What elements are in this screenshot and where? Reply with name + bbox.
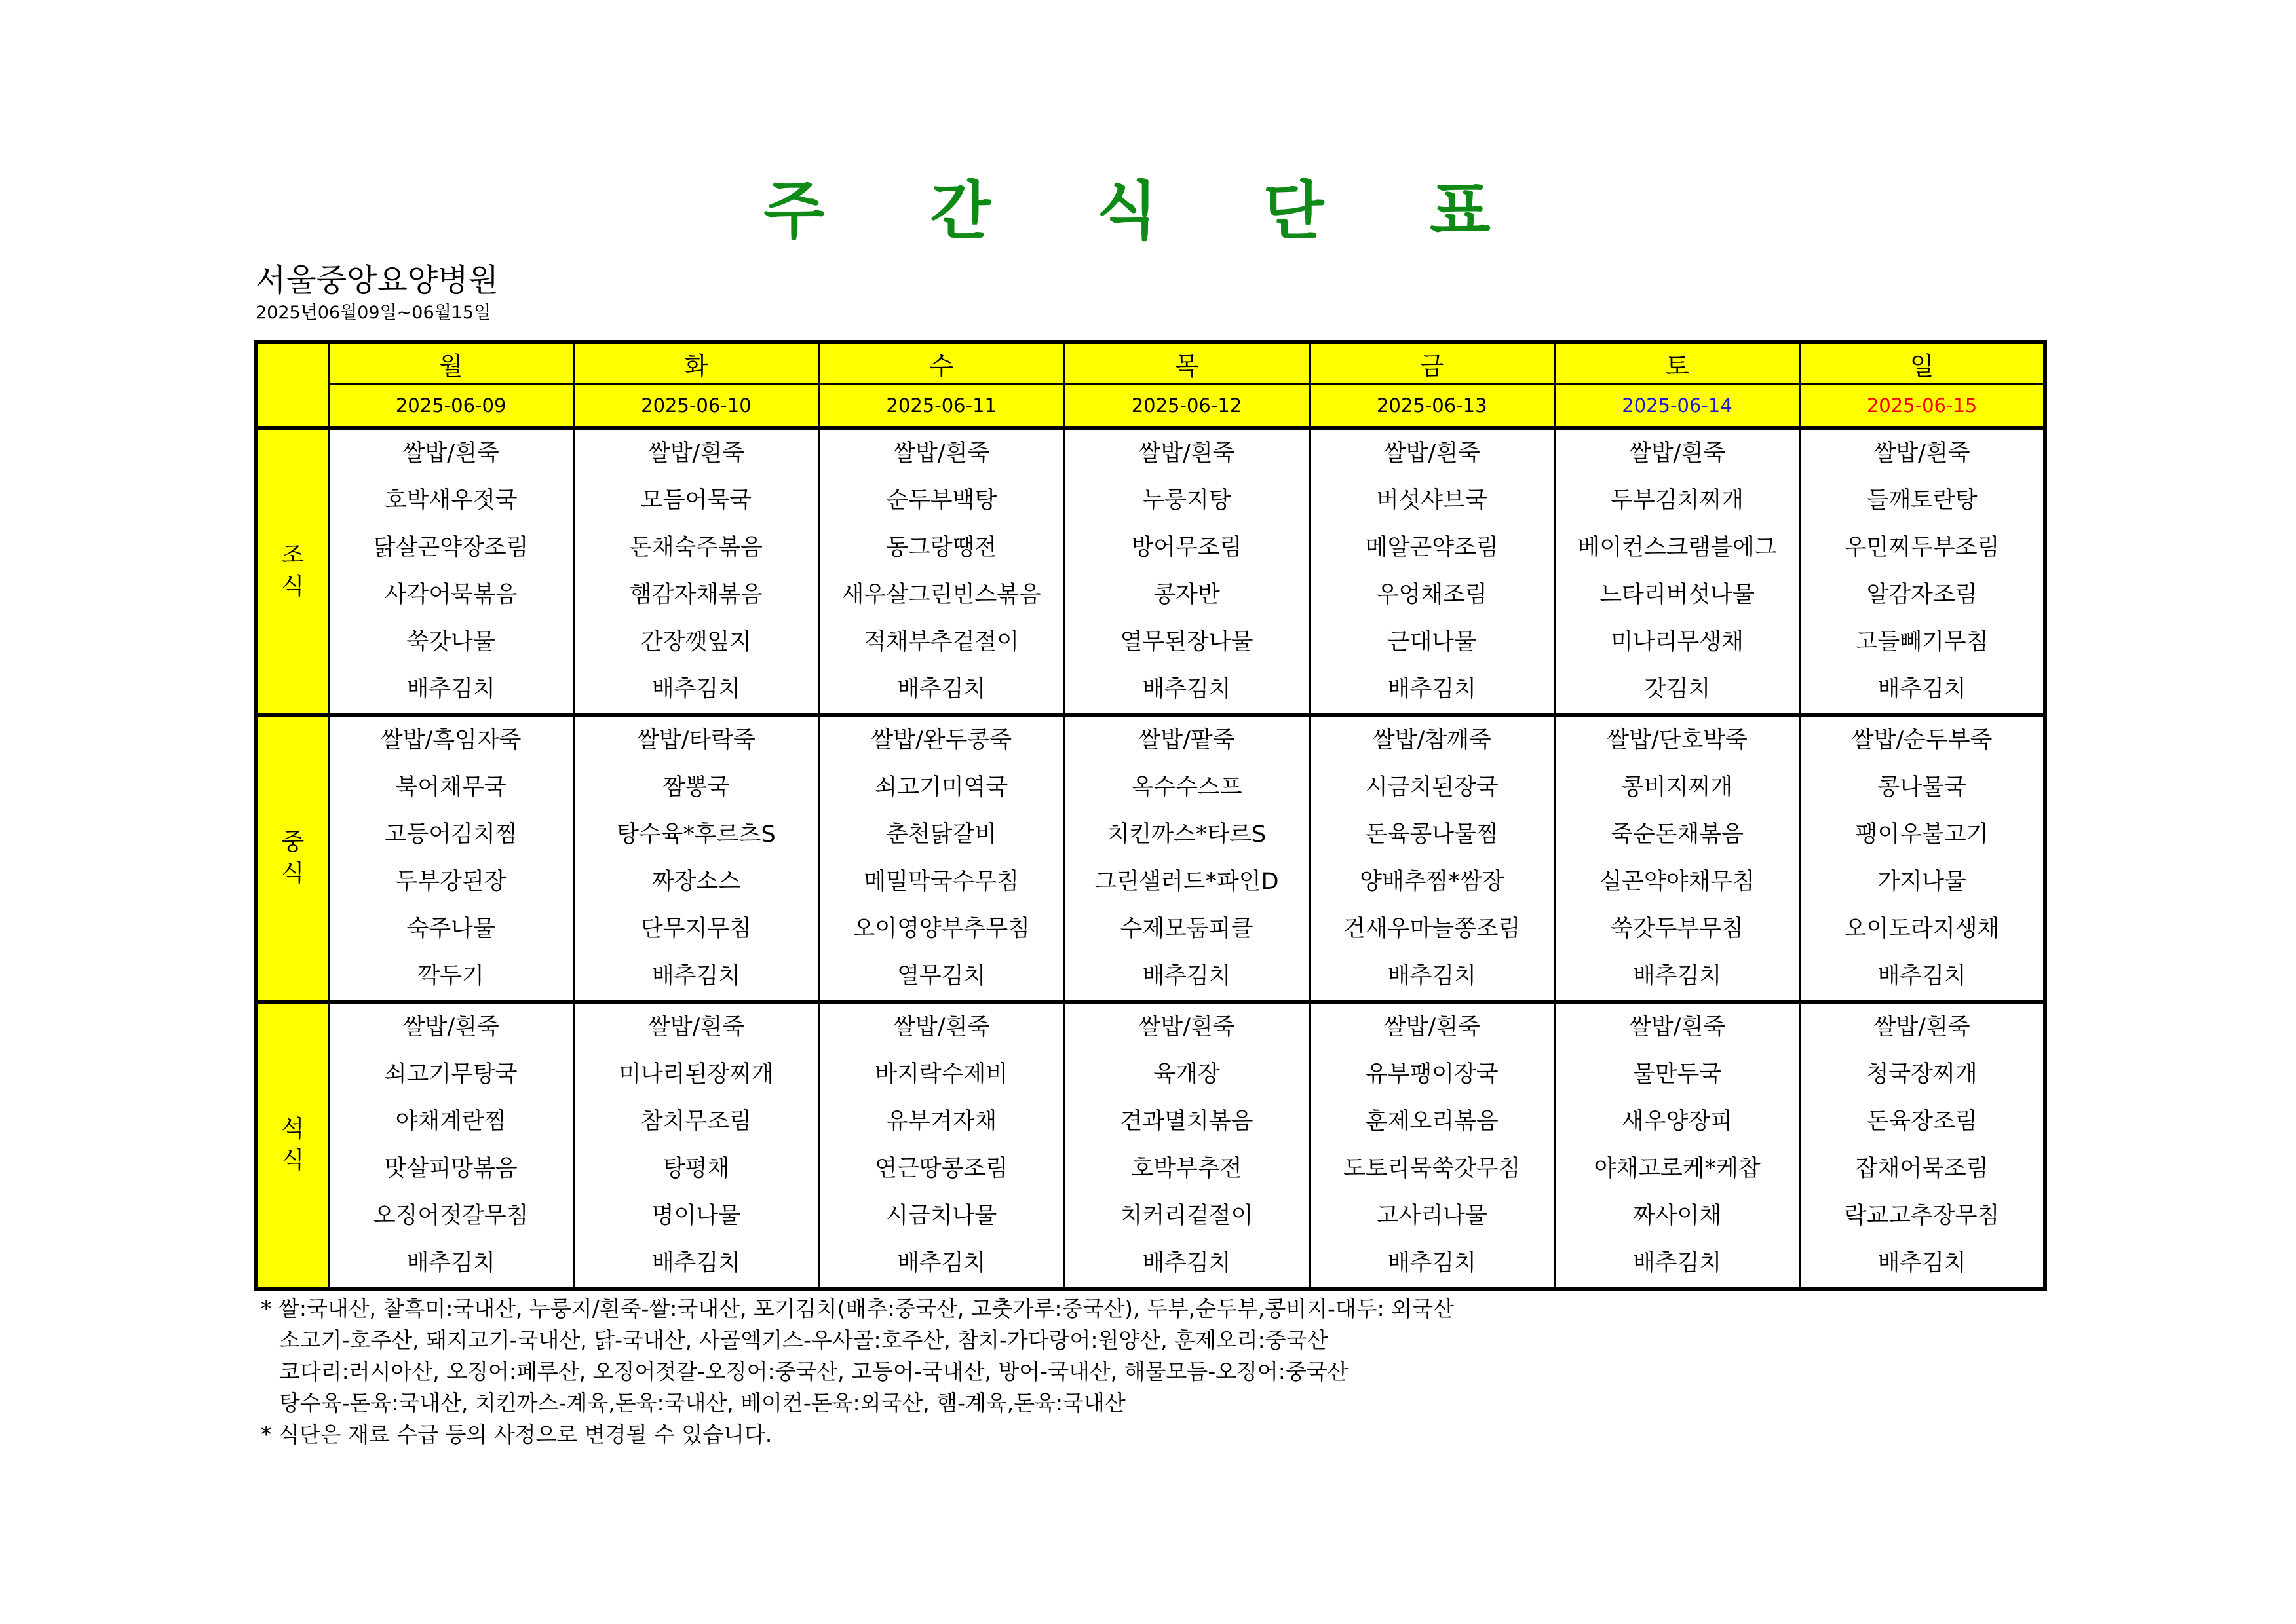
menu-item: 배추김치 (651, 1250, 741, 1276)
menu-item: 고사리나물 (1376, 1203, 1487, 1229)
menu-item: 맛살피망볶음 (384, 1156, 518, 1182)
menu-item: 쌀밥/흰죽 (402, 1014, 499, 1040)
menu-item: 방어무조림 (1131, 535, 1242, 561)
weekly-menu-table (254, 340, 2047, 1291)
menu-cell (819, 715, 1064, 1002)
menu-item: 탕수육*후르츠S (617, 821, 776, 848)
menu-item: 옥수수스프 (1131, 774, 1242, 801)
menu-item: 바지락수제비 (875, 1061, 1008, 1087)
menu-item: 우민찌두부조림 (1844, 535, 2000, 561)
menu-item: 배추김치 (1877, 963, 1966, 989)
menu-cell (573, 715, 818, 1002)
menu-item: 쌀밥/흑임자죽 (380, 727, 522, 753)
menu-item: 짬뽕국 (662, 774, 730, 801)
menu-item: 배추김치 (897, 1250, 986, 1276)
menu-item: 짜사이채 (1632, 1203, 1722, 1229)
menu-item: 도토리묵쑥갓무침 (1343, 1156, 1521, 1182)
menu-item: 청국장찌개 (1866, 1061, 1978, 1087)
menu-item: 쌀밥/흰죽 (1873, 440, 1970, 466)
menu-item: 치커리겉절이 (1120, 1203, 1253, 1229)
menu-cell (328, 1002, 573, 1289)
menu-item: 죽순돈채볶음 (1611, 821, 1744, 848)
menu-item: 고들빼기무침 (1855, 629, 1989, 655)
menu-item: 배추김치 (1387, 676, 1476, 702)
menu-item: 육개장 (1153, 1061, 1220, 1087)
menu-item: 수제모둠피클 (1120, 916, 1253, 942)
menu-item: 오징어젓갈무침 (373, 1203, 529, 1229)
menu-item: 느타리버섯나물 (1599, 582, 1755, 608)
menu-item: 오이영양부추무침 (852, 916, 1030, 942)
menu-cell (1309, 428, 1554, 715)
menu-item: 들깨토란탕 (1866, 487, 1978, 514)
page-title: 주 간 식 단 표 (763, 174, 1533, 248)
menu-item: 훈제오리볶음 (1365, 1108, 1499, 1135)
menu-item: 우엉채조림 (1376, 582, 1487, 608)
meal-label (256, 715, 328, 1002)
menu-item: 단무지무침 (640, 916, 752, 942)
menu-cell (573, 1002, 818, 1289)
menu-item: 모듬어묵국 (640, 487, 752, 514)
menu-cell (819, 1002, 1064, 1289)
date-header-sunday: 2025-06-15 (1800, 385, 2045, 428)
menu-item: 시금치나물 (886, 1203, 997, 1229)
menu-cell (1554, 1002, 1799, 1289)
menu-item: 유부겨자채 (886, 1108, 997, 1135)
day-header: 목 (1064, 342, 1309, 385)
menu-cell (1800, 715, 2045, 1002)
menu-item: 쌀밥/흰죽 (893, 1014, 990, 1040)
meal-label-char: 중 (281, 829, 305, 856)
menu-item: 새우살그린빈스볶음 (841, 582, 1041, 608)
menu-item: 고등어김치찜 (384, 821, 518, 848)
meal-label (256, 1002, 328, 1289)
menu-item: 순두부백탕 (886, 487, 997, 514)
menu-item: 잡채어묵조림 (1855, 1156, 1989, 1182)
menu-item: 실곤약야채무침 (1599, 869, 1755, 895)
menu-item: 간장깻잎지 (640, 629, 752, 655)
menu-item: 호박새우젓국 (384, 487, 518, 514)
menu-item: 배추김치 (1632, 1250, 1722, 1276)
menu-item: 깍두기 (417, 963, 484, 989)
meal-row-dinner (256, 1002, 2045, 1289)
menu-item: 배추김치 (406, 1250, 495, 1276)
menu-item: 사각어묵볶음 (384, 582, 518, 608)
menu-item: 가지나물 (1877, 869, 1966, 895)
menu-item: 쌀밥/참깨죽 (1372, 727, 1491, 753)
note-line: * 쌀:국내산, 찰흑미:국내산, 누룽지/흰죽-쌀:국내산, 포기김치(배추:중국산, 고춧가루:중국산), 두부,순두부,콩비지-대두: 외국산 (261, 1296, 1454, 1321)
note-line: 코다리:러시아산, 오징어:페루산, 오징어젓갈-오징어:중국산, 고등어-국내산, 방어-국내산, 해물모듬-오징어:중국산 (279, 1359, 1349, 1384)
note-line: * 식단은 재료 수급 등의 사정으로 변경될 수 있습니다. (261, 1422, 773, 1447)
menu-item: 미나리무생채 (1611, 629, 1744, 655)
menu-cell (1554, 428, 1799, 715)
menu-cell (1309, 715, 1554, 1002)
menu-item: 쌀밥/흰죽 (1138, 1014, 1235, 1040)
meal-label (256, 428, 328, 715)
menu-item: 열무된장나물 (1120, 629, 1253, 655)
day-header-row (256, 342, 2045, 385)
menu-item: 락교고추장무침 (1844, 1203, 2000, 1229)
meal-label-char: 식 (281, 860, 305, 887)
menu-cell (328, 715, 573, 1002)
day-header: 수 (819, 342, 1064, 385)
menu-item: 배추김치 (1142, 676, 1231, 702)
menu-item: 쌀밥/흰죽 (893, 440, 990, 466)
menu-item: 춘천닭갈비 (886, 821, 997, 848)
menu-item: 배추김치 (1387, 1250, 1476, 1276)
menu-item: 쌀밥/흰죽 (1873, 1014, 1970, 1040)
menu-item: 돈육콩나물찜 (1365, 821, 1499, 848)
menu-item: 쇠고기미역국 (875, 774, 1008, 801)
menu-item: 팽이우불고기 (1855, 821, 1989, 848)
menu-item: 물만두국 (1632, 1061, 1722, 1087)
date-header: 2025-06-13 (1309, 385, 1554, 428)
corner-cell (256, 342, 328, 428)
menu-item: 쑥갓나물 (406, 629, 495, 655)
menu-item: 양배추찜*쌈장 (1360, 869, 1504, 895)
menu-item: 쌀밥/타락죽 (637, 727, 756, 753)
meal-row-breakfast (256, 428, 2045, 715)
menu-item: 배추김치 (897, 676, 986, 702)
menu-item: 열무김치 (897, 963, 986, 989)
origin-notes (261, 1293, 1454, 1450)
menu-item: 버섯샤브국 (1376, 487, 1487, 514)
menu-cell (1800, 1002, 2045, 1289)
menu-item: 쌀밥/흰죽 (1383, 440, 1480, 466)
menu-item: 햄감자채볶음 (629, 582, 763, 608)
meal-label-char: 조 (281, 542, 305, 569)
menu-item: 참치무조림 (640, 1108, 752, 1135)
menu-item: 동그랑땡전 (886, 535, 997, 561)
day-header: 금 (1309, 342, 1554, 385)
menu-item: 돈육장조림 (1866, 1108, 1978, 1135)
menu-cell (328, 428, 573, 715)
menu-item: 베이컨스크램블에그 (1577, 535, 1777, 561)
menu-item: 숙주나물 (406, 916, 495, 942)
menu-item: 북어채무국 (395, 774, 507, 801)
menu-item: 연근땅콩조림 (875, 1156, 1008, 1182)
menu-item: 쌀밥/흰죽 (1629, 440, 1726, 466)
day-header: 월 (328, 342, 573, 385)
menu-item: 배추김치 (1632, 963, 1722, 989)
menu-item: 갓김치 (1643, 676, 1711, 702)
menu-item: 쌀밥/단호박죽 (1607, 727, 1748, 753)
menu-item: 배추김치 (1142, 963, 1231, 989)
meal-label-char: 식 (281, 573, 305, 600)
meal-label-char: 석 (281, 1116, 305, 1142)
date-header-row (256, 385, 2045, 428)
menu-item: 쑥갓두부무침 (1611, 916, 1744, 942)
menu-item: 쌀밥/흰죽 (1383, 1014, 1480, 1040)
menu-item: 배추김치 (651, 963, 741, 989)
menu-item: 건새우마늘쫑조림 (1343, 916, 1521, 942)
menu-item: 시금치된장국 (1365, 774, 1499, 801)
menu-item: 명이나물 (651, 1203, 741, 1229)
menu-item: 콩자반 (1153, 582, 1220, 608)
day-header: 화 (573, 342, 818, 385)
menu-item: 근대나물 (1387, 629, 1476, 655)
hospital-name: 서울중앙요양병원 (256, 262, 499, 299)
menu-period: 2025년06월09일~06월15일 (256, 303, 491, 323)
meal-row-lunch (256, 715, 2045, 1002)
menu-item: 돈채숙주볶음 (629, 535, 763, 561)
menu-item: 쌀밥/순두부죽 (1851, 727, 1993, 753)
menu-item: 야채계란찜 (395, 1108, 507, 1135)
menu-item: 호박부추전 (1131, 1156, 1242, 1182)
menu-item: 메밀막국수무침 (864, 869, 1020, 895)
day-header: 일 (1800, 342, 2045, 385)
menu-cell (1309, 1002, 1554, 1289)
menu-cell (1064, 1002, 1309, 1289)
menu-cell (1800, 428, 2045, 715)
date-header-saturday: 2025-06-14 (1554, 385, 1799, 428)
day-header: 토 (1554, 342, 1799, 385)
menu-item: 두부김치찌개 (1611, 487, 1744, 514)
menu-item: 쌀밥/흰죽 (647, 1014, 744, 1040)
menu-cell (819, 428, 1064, 715)
menu-item: 배추김치 (1387, 963, 1476, 989)
menu-item: 짜장소스 (651, 869, 741, 895)
menu-item: 쇠고기무탕국 (384, 1061, 518, 1087)
menu-item: 탕평채 (662, 1156, 730, 1182)
menu-item: 쌀밥/흰죽 (647, 440, 744, 466)
meal-label-char: 식 (281, 1147, 305, 1174)
date-header: 2025-06-11 (819, 385, 1064, 428)
menu-item: 배추김치 (406, 676, 495, 702)
note-line: 탕수육-돈육:국내산, 치킨까스-계육,돈육:국내산, 베이컨-돈육:외국산, 햄-계육,돈육:국내산 (279, 1390, 1126, 1416)
menu-item: 배추김치 (1142, 1250, 1231, 1276)
menu-item: 치킨까스*타르S (1107, 821, 1267, 848)
menu-item: 쌀밥/흰죽 (402, 440, 499, 466)
menu-item: 알감자조림 (1866, 582, 1978, 608)
menu-item: 적채부추겉절이 (864, 629, 1020, 655)
menu-cell (1064, 715, 1309, 1002)
menu-item: 오이도라지생채 (1844, 916, 2000, 942)
menu-item: 배추김치 (1877, 1250, 1966, 1276)
menu-item: 배추김치 (651, 676, 741, 702)
menu-item: 견과멸치볶음 (1120, 1108, 1253, 1135)
menu-item: 두부강된장 (395, 869, 507, 895)
menu-item: 배추김치 (1877, 676, 1966, 702)
menu-item: 쌀밥/흰죽 (1138, 440, 1235, 466)
menu-item: 콩비지찌개 (1622, 774, 1733, 801)
menu-cell (573, 428, 818, 715)
menu-item: 유부팽이장국 (1365, 1061, 1499, 1087)
menu-item: 누룽지탕 (1142, 487, 1231, 514)
menu-item: 콩나물국 (1877, 774, 1966, 801)
menu-item: 새우양장피 (1622, 1108, 1733, 1135)
menu-item: 쌀밥/완두콩죽 (871, 727, 1012, 753)
menu-item: 그린샐러드*파인D (1094, 869, 1279, 895)
menu-item: 메알곤약조림 (1365, 535, 1499, 561)
note-line: 소고기-호주산, 돼지고기-국내산, 닭-국내산, 사골엑기스-우사골:호주산, 참치-가다랑어:원양산, 훈제오리:중국산 (279, 1327, 1328, 1353)
menu-item: 미나리된장찌개 (619, 1061, 774, 1087)
date-header: 2025-06-12 (1064, 385, 1309, 428)
menu-cell (1064, 428, 1309, 715)
date-header: 2025-06-10 (573, 385, 818, 428)
menu-item: 쌀밥/흰죽 (1629, 1014, 1726, 1040)
menu-item: 쌀밥/팥죽 (1138, 727, 1235, 753)
date-header: 2025-06-09 (328, 385, 573, 428)
menu-item: 닭살곤약장조림 (373, 535, 529, 561)
menu-item: 야채고로케*케찹 (1594, 1156, 1761, 1182)
menu-cell (1554, 715, 1799, 1002)
